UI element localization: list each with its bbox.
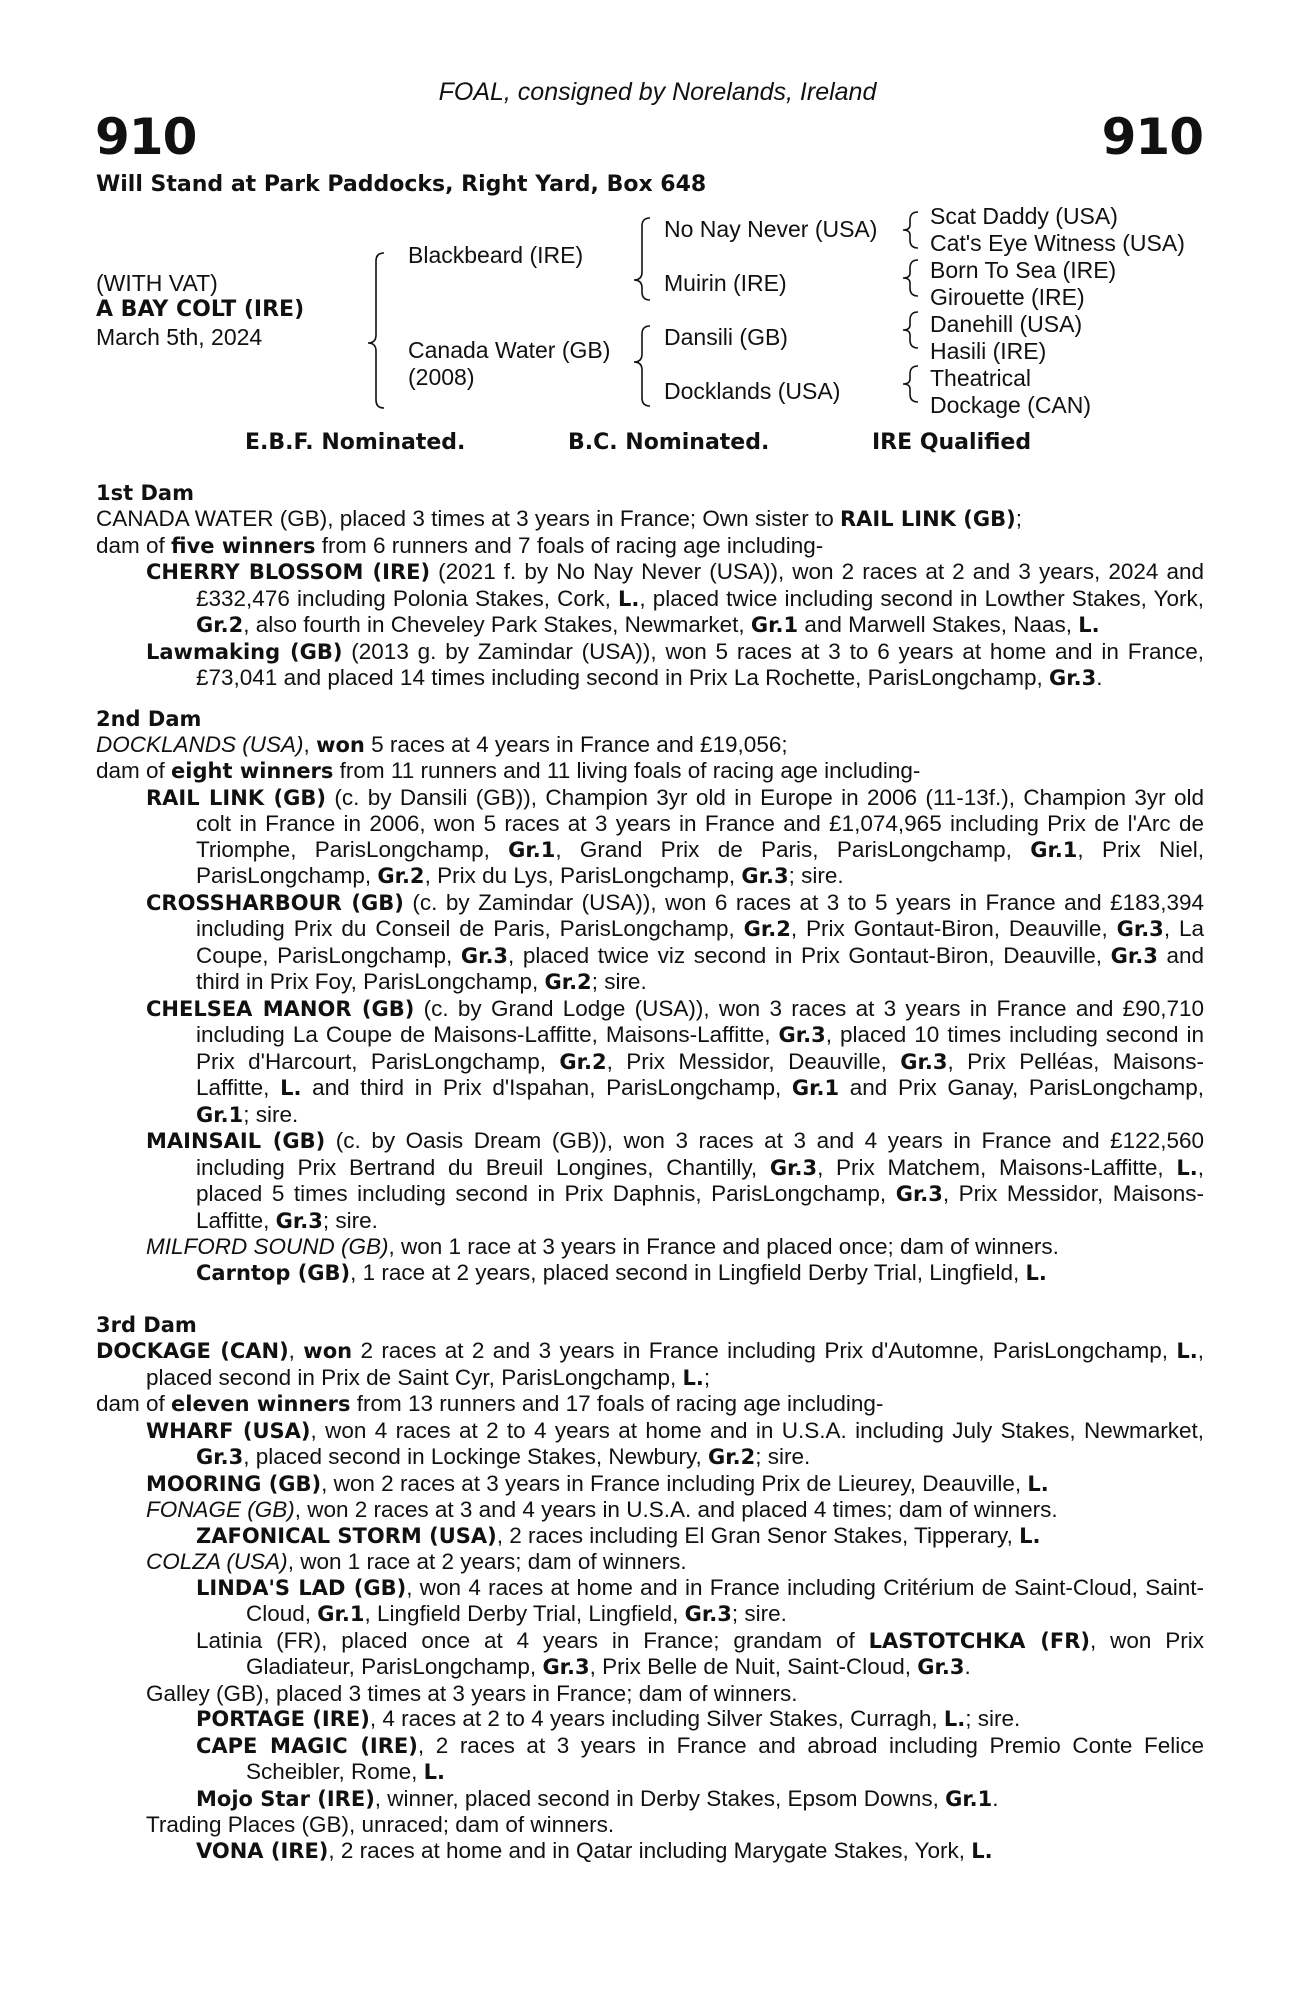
sire-name: Blackbeard (IRE) [408, 242, 584, 268]
produce-portage: PORTAGE (IRE), 4 races at 2 to 4 years including Silver Stakes, Curragh, L.; sire. [196, 1706, 1021, 1731]
produce-cape-magic: CAPE MAGIC (IRE), 2 races at 3 years in France and abroad including Premio Conte Felice Scheibler, Rome, L. [196, 1732, 1204, 1784]
bc-nomination: B.C. Nominated. [568, 430, 770, 455]
ss-bracket [903, 212, 918, 248]
consignment-line: FOAL, consigned by Norelands, Ireland [438, 78, 877, 106]
sire-sire: No Nay Never (USA) [664, 216, 878, 242]
vat-note: (WITH VAT) [96, 270, 218, 296]
dd-dam: Dockage (CAN) [930, 392, 1092, 418]
dam-bracket [634, 326, 650, 406]
dam-year: (2008) [408, 364, 475, 390]
sd-dam: Girouette (IRE) [930, 284, 1085, 310]
produce-trading-places: Trading Places (GB), unraced; dam of winners. [146, 1812, 615, 1837]
ds-sire: Danehill (USA) [930, 311, 1083, 337]
produce-colza: COLZA (USA), won 1 race at 2 years; dam of winners. [146, 1549, 687, 1574]
ire-qualified: IRE Qualified [872, 430, 1032, 455]
produce-crossharbour: CROSSHARBOUR (GB) (c. by Zamindar (USA)), won 6 races at 3 to 5 years in France and £183,394 including Prix du Conseil de Paris, ParisLongchamp, Gr.2, Prix Gontaut-Biron, Deauville, Gr.3, La Coupe, ParisLongchamp, Gr.3, placed twice viz second in Prix Gontaut-Biron, Deauville, Gr.3 and third in Prix Foy, ParisLongchamp, Gr.2; sire. [146, 889, 1204, 994]
catalogue-body [96, 480, 1204, 1864]
dam-dam: Docklands (USA) [664, 378, 841, 404]
produce-chelsea-manor: CHELSEA MANOR (GB) (c. by Grand Lodge (USA)), won 3 races at 3 years in France and £90,710 including La Coupe de Maisons-Laffitte, Maisons-Laffitte, Gr.3, placed 10 times including second in Prix d'Harcourt, ParisLongchamp, Gr.2, Prix Messidor, Deauville, Gr.3, Prix Pelléas, Maisons-Laffitte, L. and third in Prix d'Ispahan, ParisLongchamp, Gr.1 and Prix Ganay, ParisLongchamp, Gr.1; sire. [146, 995, 1205, 1127]
produce-lawmaking: Lawmaking (GB) (2013 g. by Zamindar (USA)), won 5 races at 3 to 6 years at home and in France, £73,041 and placed 14 times including second in Prix La Rochette, ParisLongchamp, Gr.3. [146, 638, 1204, 690]
lot-number-left: 910 [95, 108, 197, 166]
ds-bracket [903, 312, 918, 348]
sire-dam: Muirin (IRE) [664, 270, 787, 296]
dd-bracket [903, 366, 918, 402]
dd-sire: Theatrical [930, 365, 1031, 391]
produce-vona: VONA (IRE), 2 races at home and in Qatar including Marygate Stakes, York, L. [196, 1837, 993, 1863]
sd-sire: Born To Sea (IRE) [930, 257, 1117, 283]
produce-wharf: WHARF (USA), won 4 races at 2 to 4 years at home and in U.S.A. including July Stakes, Newmarket, Gr.3, placed second in Lockinge Stakes, Newbury, Gr.2; sire. [146, 1417, 1204, 1469]
stand-location: Will Stand at Park Paddocks, Right Yard, Box 648 [96, 172, 707, 197]
ss-sire: Scat Daddy (USA) [930, 203, 1118, 229]
third-dam-produce-summary: dam of eleven winners from 13 runners and 17 foals of racing age including- [96, 1391, 884, 1416]
third-dam-heading: 3rd Dam [96, 1313, 197, 1337]
ds-dam: Hasili (IRE) [930, 338, 1047, 364]
produce-mainsail: MAINSAIL (GB) (c. by Oasis Dream (GB)), won 3 races at 3 and 4 years in France and £122,560 including Prix Bertrand du Breuil Longines, Chantilly, Gr.3, Prix Matchem, Maisons-Laffitte, L., placed 5 times including second in Prix Daphnis, ParisLongchamp, Gr.3, Prix Messidor, Maisons-Laffitte, Gr.3; sire. [146, 1128, 1205, 1233]
pedigree-table [0, 0, 1315, 440]
sd-bracket [903, 260, 918, 296]
produce-cherry-blossom: CHERRY BLOSSOM (IRE) (2021 f. by No Nay Never (USA)), won 2 races at 2 and 3 years, 2024 and £332,476 including Polonia Stakes, Cork, L., placed twice including second in Lowther Stakes, York, Gr.2, also fourth in Cheveley Park Stakes, Newmarket, Gr.1 and Marwell Stakes, Naas, L. [146, 559, 1204, 637]
second-dam-produce-summary: dam of eight winners from 11 runners and 11 living foals of racing age including- [96, 758, 921, 783]
third-dam-intro: DOCKAGE (CAN), won 2 races at 2 and 3 years in France including Prix d'Automne, ParisLongchamp, L., placed second in Prix de Saint Cyr, ParisLongchamp, L.; [96, 1338, 1204, 1390]
first-dam-heading: 1st Dam [96, 481, 194, 505]
produce-milford-sound: MILFORD SOUND (GB), won 1 race at 3 years in France and placed once; dam of winners. [146, 1234, 1059, 1259]
first-dam-intro: CANADA WATER (GB), placed 3 times at 3 years in France; Own sister to RAIL LINK (GB); [96, 506, 1022, 531]
produce-zafonical-storm: ZAFONICAL STORM (USA), 2 races including El Gran Senor Stakes, Tipperary, L. [196, 1522, 1041, 1548]
produce-rail-link: RAIL LINK (GB) (c. by Dansili (GB)), Champion 3yr old in Europe in 2006 (11-13f.), Champion 3yr old colt in France in 2006, won 5 races at 3 years in France and £1,074,965 including Prix de l'Arc de Triomphe, ParisLongchamp, Gr.1, Grand Prix de Paris, ParisLongchamp, Gr.1, Prix Niel, ParisLongchamp, Gr.2, Prix du Lys, ParisLongchamp, Gr.3; sire. [146, 784, 1205, 888]
second-dam-intro: DOCKLANDS (USA), won 5 races at 4 years in France and £19,056; [96, 731, 788, 757]
produce-carntop: Carntop (GB), 1 race at 2 years, placed second in Lingfield Derby Trial, Lingfield, L. [196, 1259, 1047, 1285]
second-dam-heading: 2nd Dam [96, 706, 202, 731]
produce-galley: Galley (GB), placed 3 times at 3 years in France; dam of winners. [146, 1680, 798, 1706]
main-bracket [368, 253, 384, 408]
lot-number-right: 910 [1101, 108, 1203, 166]
produce-latinia: Latinia (FR), placed once at 4 years in France; grandam of LASTOTCHKA (FR), won Prix Gladiateur, ParisLongchamp, Gr.3, Prix Belle de Nuit, Saint-Cloud, Gr.3. [196, 1627, 1205, 1679]
foaling-date: March 5th, 2024 [96, 324, 263, 350]
dam-sire: Dansili (GB) [664, 324, 788, 350]
first-dam-produce-summary: dam of five winners from 6 runners and 7 foals of racing age including- [96, 532, 824, 558]
produce-mooring: MOORING (GB), won 2 races at 3 years in France including Prix de Lieurey, Deauville, L. [146, 1470, 1049, 1496]
horse-name: A BAY COLT (IRE) [96, 297, 305, 322]
dam-name: Canada Water (GB) [408, 337, 611, 363]
ebf-nomination: E.B.F. Nominated. [245, 430, 466, 455]
ss-dam: Cat's Eye Witness (USA) [930, 230, 1185, 256]
produce-fonage: FONAGE (GB), won 2 races at 3 and 4 years in U.S.A. and placed 4 times; dam of winners. [146, 1497, 1058, 1522]
produce-lindas-lad: LINDA'S LAD (GB), won 4 races at home and in France including Critérium de Saint-Cloud, Saint-Cloud, Gr.1, Lingfield Derby Trial, Lingfield, Gr.3; sire. [196, 1574, 1204, 1626]
produce-mojo-star: Mojo Star (IRE), winner, placed second in Derby Stakes, Epsom Downs, Gr.1. [196, 1785, 999, 1811]
sire-bracket [634, 218, 650, 300]
